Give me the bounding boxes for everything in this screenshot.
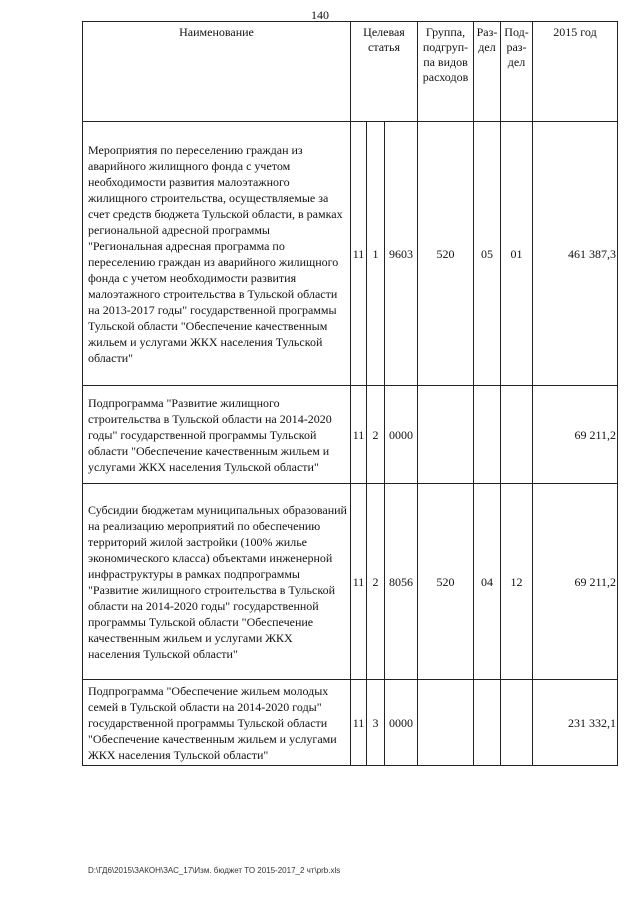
row-subsection [501, 680, 533, 766]
row-article-code: 9603 [385, 122, 418, 386]
header-target-article: Целевая статья [351, 22, 418, 122]
header-section: Раз-дел [474, 22, 501, 122]
row-expense-group: 520 [418, 484, 474, 680]
row-section [474, 386, 501, 484]
header-name: Наименование [83, 22, 351, 122]
row-section: 04 [474, 484, 501, 680]
header-subsection: Под-раз-дел [501, 22, 533, 122]
row-article-subprogram: 2 [367, 386, 385, 484]
row-section [474, 680, 501, 766]
row-name: Мероприятия по переселению граждан из аварийного жилищного фонда с учетом необходимости развития малоэтажного жилищного строительства, осуществляемые за счет средств бюджета Тульской области, в рамках региональной адресной программы "Региональная адресная программа по переселению граждан из аварийного жилищного фонда с учетом необходимости развития малоэтажного строительства в Тульской области на 2013-2017 годы" государственной программы Тульской области "Обеспечение качественным жильем и услугами ЖКХ населения Тульской области" [83, 122, 351, 386]
row-article-program: 11 [351, 386, 367, 484]
row-subsection [501, 386, 533, 484]
row-amount: 69 211,2 [533, 386, 618, 484]
row-name: Подпрограмма "Развитие жилищного строительства в Тульской области на 2014-2020 годы" государственной программы Тульской области "Обеспечение качественным жильем и услугами ЖКХ населения Тульской области" [83, 386, 351, 484]
table-row [83, 386, 618, 484]
row-expense-group [418, 680, 474, 766]
header-year: 2015 год [533, 22, 618, 122]
row-expense-group [418, 386, 474, 484]
row-subsection: 12 [501, 484, 533, 680]
row-article-program: 11 [351, 484, 367, 680]
row-article-code: 0000 [385, 680, 418, 766]
row-article-program: 11 [351, 680, 367, 766]
row-article-subprogram: 2 [367, 484, 385, 680]
row-section: 05 [474, 122, 501, 386]
row-article-subprogram: 3 [367, 680, 385, 766]
row-subsection: 01 [501, 122, 533, 386]
table-row [83, 484, 618, 680]
row-name: Подпрограмма "Обеспечение жильем молодых семей в Тульской области на 2014-2020 годы" государственной программы Тульской области "Обеспечение качественным жильем и услугами ЖКХ населения Тульской области" [83, 680, 351, 766]
row-amount: 461 387,3 [533, 122, 618, 386]
row-article-code: 8056 [385, 484, 418, 680]
row-expense-group: 520 [418, 122, 474, 386]
header-expense-group: Группа, подгруп-па видов расходов [418, 22, 474, 122]
row-article-code: 0000 [385, 386, 418, 484]
table-header-row [83, 22, 618, 122]
footer-file-path: D:\ГД6\2015\ЗАКОН\ЗАС_17\Изм. бюджет ТО 2015-2017_2 чт\prb.xls [88, 866, 341, 875]
row-article-subprogram: 1 [367, 122, 385, 386]
budget-table [82, 21, 618, 766]
table-row [83, 122, 618, 386]
table-row [83, 680, 618, 766]
row-article-program: 11 [351, 122, 367, 386]
row-name: Субсидии бюджетам муниципальных образований на реализацию мероприятий по обеспечению территорий жилой застройки (100% жилье экономического класса) объектами инженерной инфраструктуры в рамках подпрограммы "Развитие жилищного строительства в Тульской области на 2014-2020 годы" государственной программы Тульской области "Обеспечение качественным жильем и услугами ЖКХ населения Тульской области" [83, 484, 351, 680]
row-amount: 231 332,1 [533, 680, 618, 766]
row-amount: 69 211,2 [533, 484, 618, 680]
page-number: 140 [311, 8, 329, 22]
